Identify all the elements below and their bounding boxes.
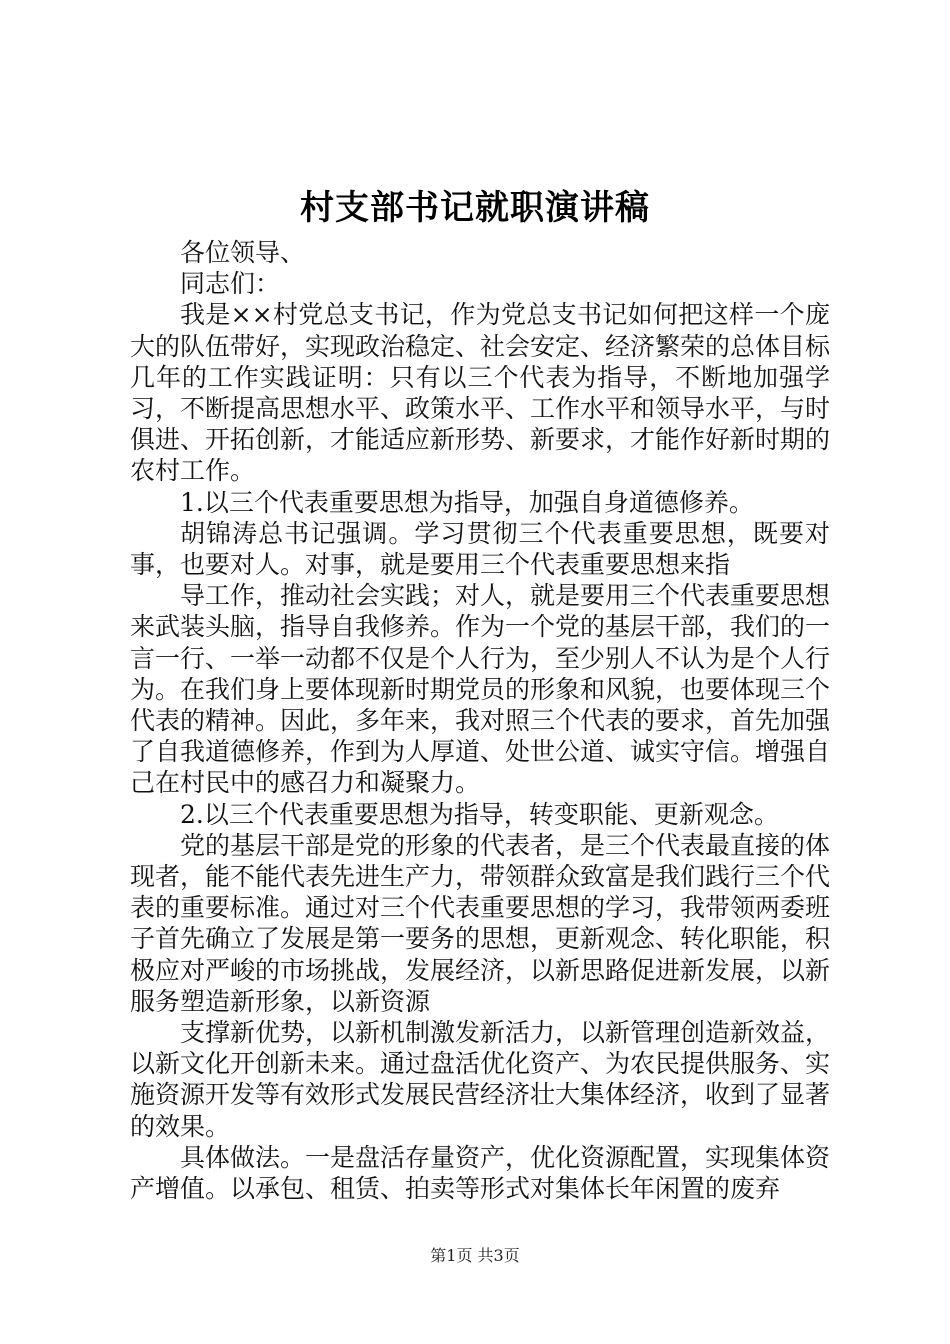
body-paragraph: 胡锦涛总书记强调。学习贯彻三个代表重要思想，既要对事，也要对人。对事，就是要用三个代表重要思想来指 bbox=[130, 518, 830, 580]
document-title: 村支部书记就职演讲稿 bbox=[300, 188, 650, 228]
salutation-line-2: 同志们： bbox=[180, 269, 281, 299]
body-paragraph: 具体做法。一是盘活存量资产，优化资源配置，实现集体资产增值。以承包、租赁、拍卖等形式对集体长年闲置的废弃 bbox=[130, 1142, 831, 1204]
body-paragraph: 我是××村党总支书记，作为党总支书记如何把这样一个庞大的队伍带好，实现政治稳定、社会安定、经济繁荣的总体目标几年的工作实践证明：只有以三个代表为指导，不断地加强学习，不断提高思想水平、政策水平、工作水平和领导水平，与时俱进、开拓创新，才能适应新形势、新要求，才能作好新时期的农村工作。 bbox=[130, 300, 831, 486]
body-paragraph: 党的基层干部是党的形象的代表者，是三个代表最直接的体现者，能不能代表先进生产力，带领群众致富是我们践行三个代表的重要标准。通过对三个代表重要思想的学习，我带领两委班子首先确立了发展是第一要务的思想，更新观念、转化职能，积极应对严峻的市场挑战，发展经济，以新思路促进新发展，以新服务塑造新形象，以新资源 bbox=[130, 830, 831, 1016]
section-heading-2: 2.以三个代表重要思想为指导，转变职能、更新观念。 bbox=[180, 799, 779, 829]
document-body bbox=[130, 237, 830, 1204]
body-paragraph: 支撑新优势，以新机制激发新活力，以新管理创造新效益，以新文化开创新未来。通过盘活优化资产、为农民提供服务、实施资源开发等有效形式发展民营经济壮大集体经济，收到了显著的效果。 bbox=[130, 1018, 831, 1141]
salutation-line-1: 各位领导、 bbox=[180, 238, 306, 267]
section-heading-1: 1.以三个代表重要思想为指导，加强自身道德修养。 bbox=[180, 487, 754, 517]
body-paragraph: 导工作，推动社会实践；对人，就是要用三个代表重要思想来武装头脑，指导自我修养。作为一个党的基层干部，我们的一言一行、一举一动都不仅是个人行为，至少别人不认为是个人行为。在我们身上要体现新时期党员的形象和风貌，也要体现三个代表的精神。因此，多年来，我对照三个代表的要求，首先加强了自我道德修养，作到为人厚道、处世公道、诚实守信。增强自己在村民中的感召力和凝聚力。 bbox=[130, 581, 831, 798]
page-number-footer: 第1页 共3页 bbox=[430, 1246, 520, 1265]
